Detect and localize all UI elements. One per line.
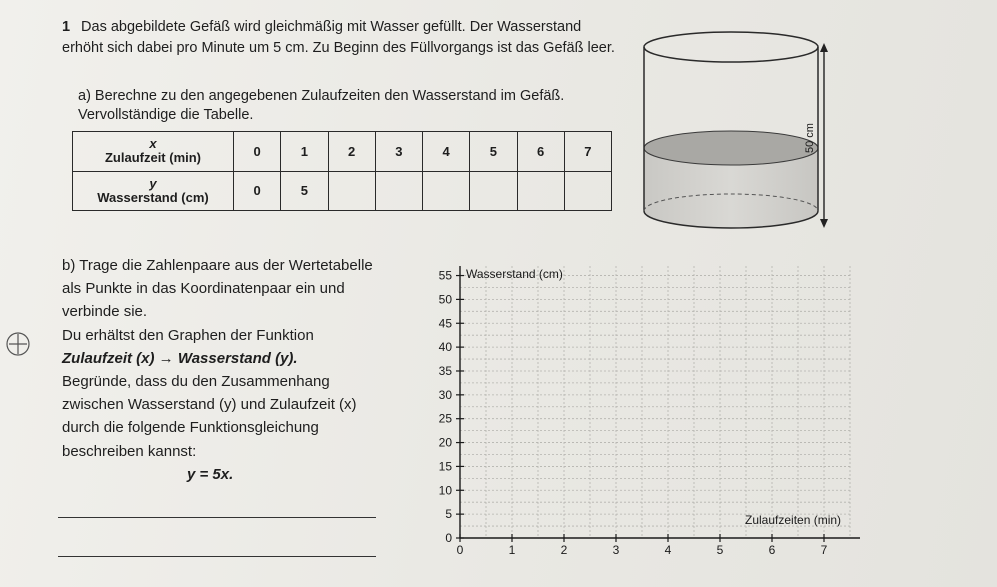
y-tick-label: 40 [438,340,452,355]
table-cell-empty[interactable] [470,171,517,211]
pencil-icon [0,330,40,360]
x-tick-label: 6 [768,543,776,557]
x-tick-label: 4 [664,543,672,557]
y-tick-label: 20 [438,435,452,450]
y-variable: y [149,175,157,191]
table-cell: 3 [375,132,422,172]
chart-axes [456,266,860,542]
x-tick-label: 7 [820,543,828,557]
y-tick-label: 45 [438,316,452,331]
part-a-text: a) Berechne zu den angegebenen Zulaufzeiten den Wasserstand im Gefäß. Vervollständige die Tabelle. [78,88,565,123]
table-row [73,171,612,211]
y-tick-label: 30 [438,387,452,402]
cylinder-illustration [630,28,835,248]
y-tick-label: 10 [438,483,452,498]
table-cell: 1 [281,132,328,172]
table-cell: 5 [470,132,517,172]
task-intro-text: Das abgebildete Gefäß wird gleichmäßig mit Wasser gefüllt. Der Wasserstand erhöht sich dabei pro Minute um 5 cm. Zu Beginn des Füllvorgangs ist das Gefäß leer. [62,19,615,56]
answer-line[interactable] [58,556,376,557]
y-tick-label: 15 [438,459,452,474]
height-arrow-head-top [820,43,828,52]
part-b-function-intro: Du erhältst den Graphen der Funktion [62,326,314,344]
table-cell: 5 [281,171,328,211]
coordinate-chart[interactable] [400,258,870,558]
cylinder-top [644,32,818,62]
function-equation: y = 5x. [187,465,234,483]
table-cell-empty[interactable] [564,171,611,211]
table-cell: 0 [234,132,281,172]
y-tick-label: 55 [438,268,452,283]
x-variable: x [149,136,157,152]
part-b-instruction: b) Trage die Zahlenpaare aus der Wertetabelle als Punkte in das Koordinatenpaar ein und verbinde sie. [62,257,373,321]
water-surface [644,131,818,165]
y-axis-title: Wasserstand (cm) [466,267,563,281]
y-tick-label: 5 [445,507,452,522]
table-cell: 4 [423,132,470,172]
table-row [73,132,612,172]
table-cell: 0 [234,171,281,211]
x-tick-label: 5 [716,543,724,557]
task-intro [62,17,622,59]
function-name: Zulaufzeit (x) → Wasserstand (y). [62,349,298,367]
row-label: Wasserstand (cm) [97,189,209,205]
part-b-reasoning: Begründe, dass du den Zusammenhang zwischen Wasserstand (y) und Zulaufzeit (x) durch die folgende Funktionsgleichung beschreiben kannst: [62,373,357,460]
y-tick-label: 0 [445,531,452,545]
height-label: 50 cm [804,123,816,153]
x-tick-label: 2 [560,543,568,557]
part-b-text [62,254,382,486]
y-tick-label: 50 [438,292,452,307]
x-tick-label: 3 [612,543,620,557]
table-cell-empty[interactable] [423,171,470,211]
table-cell: 6 [517,132,564,172]
chart-grid [460,266,850,538]
task-number: 1 [62,19,71,35]
table-cell-empty[interactable] [328,171,375,211]
y-tick-label: 35 [438,363,452,378]
table-cell: 2 [328,132,375,172]
value-table [72,131,612,211]
row-label: Zulaufzeit (min) [104,150,202,166]
height-arrow-head-bottom [820,219,828,228]
x-tick-label: 0 [456,543,464,557]
table-row-header [73,171,234,211]
x-axis-title: Zulaufzeiten (min) [745,513,842,527]
table-cell-empty[interactable] [517,171,564,211]
table-cell: 7 [564,132,611,172]
y-tick-label: 25 [438,411,452,426]
x-tick-label: 1 [508,543,516,557]
table-row-header [73,132,234,172]
answer-line[interactable] [58,517,376,518]
table-cell-empty[interactable] [375,171,422,211]
